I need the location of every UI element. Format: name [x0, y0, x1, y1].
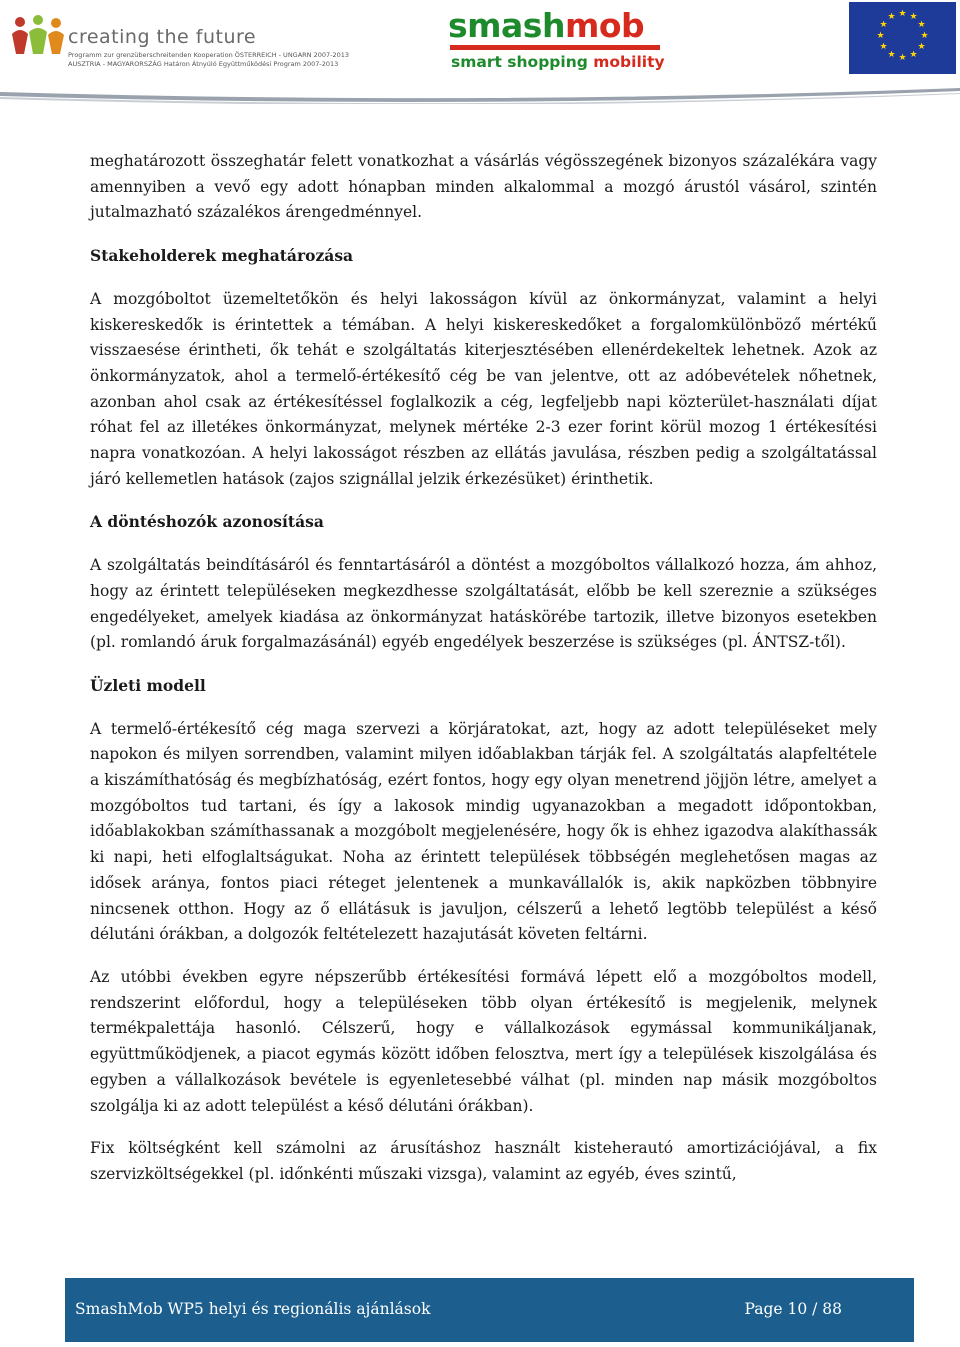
paragraph-market-sharing: Az utóbbi években egyre népszerűbb értékesítési formává lépett elő a mozgóboltos modell, rendszerint előfordul, hogy a településeken több olyan értékesítő is megjelenik, melynek termékpalettája hasonló. Célszerű, hogy e vállalkozások egymással kommunikáljanak, együttműködjenek, a piacot egymás között időben felosztva, mert így a települések kiszolgálása és egyben a vállalkozások bevétele is egyenletesebbé válhat (pl. minden nap másik mozgóboltos szolgálja ki az adott települést a késő délutáni órákban).: [90, 967, 877, 1115]
page-footer: [65, 1278, 914, 1342]
ctf-subtitle-line1: Programm zur grenzüberschreitenden Kooperation ÖSTERREICH - UNGARN 2007-2013: [68, 51, 350, 59]
paragraph-fixed-costs: Fix költségként kell számolni az árusításhoz használt kisteherautó amortizációjával, a fix szervizköltségekkel (pl. időnkénti műszaki vizsga), valamint az egyéb, éves szintű,: [90, 1139, 877, 1183]
page-header: [0, 0, 960, 105]
heading-stakeholders: Stakeholderek meghatározása: [90, 246, 354, 266]
footer-page-number: Page 10 / 88: [744, 1300, 842, 1318]
svg-text:★: ★: [917, 20, 926, 30]
svg-text:★: ★: [879, 20, 888, 30]
ctf-title: creating the future: [68, 26, 257, 48]
smashmob-underline: [450, 45, 660, 50]
heading-business-model: Üzleti modell: [90, 675, 206, 695]
svg-text:★: ★: [920, 31, 929, 41]
svg-text:★: ★: [887, 50, 896, 60]
document-body: [90, 149, 877, 1188]
header-swoosh-icon: [0, 70, 960, 104]
paragraph-discount: meghatározott összeghatár felett vonatkozhat a vásárlás végösszegének bizonyos százalékára vagy amennyiben a vevő egy adott hónapban minden alkalommal a mozgó árustól vásárol, szintén jutalmazható százalékos árengedménnyel.: [90, 152, 877, 222]
svg-text:★: ★: [898, 53, 907, 63]
svg-text:★: ★: [909, 50, 918, 60]
smashmob-logo: [448, 6, 668, 76]
heading-decision-makers: A döntéshozók azonosítása: [90, 512, 324, 532]
svg-text:★: ★: [917, 42, 926, 52]
svg-text:★: ★: [887, 12, 896, 22]
eu-flag-icon: [849, 2, 956, 74]
paragraph-decision-makers: A szolgáltatás beindításáról és fenntartásáról a döntést a mozgóboltos vállalkozó hozza, ám ahhoz, hogy az érintett településeken megkezdhesse szolgáltatását, előbb be kell szereznie a szükséges engedélyeket, amelyek kiadása az önkormányzat hatáskörébe tartozik, illetve bizonyos esetekben (pl. romlandó áruk forgalmazásánál) egyéb engedélyek beszerzése is szükséges (pl. ÁNTSZ-től).: [90, 556, 877, 652]
smashmob-wordmark: [448, 6, 644, 45]
paragraph-stakeholders: A mozgóboltot üzemeltetőkön és helyi lakosságon kívül az önkormányzat, valamint a helyi kiskereskedők is érintettek a témában. A helyi kiskereskedőket a forgalomkülönböző mértékű visszaesése érintheti, ők tehát e szolgáltatás kiterjesztésében ellenérdekeltek lehetnek. Azok az önkormányzatok, ahol a termelő-értékesítő cég be van jelentve, ott az adóbevételek nőhetnek, azonban ahol csak az értékesítéssel foglalkozik a cég, legfeljebb napi közterület-használati díjat róhat fel az illetékes önkormányzat, melynek mértéke 2-3 ezer forint körül mozog 1 értékesítési napra vonatkozóan. A helyi lakosságot részben az ellátás javulása, részben pedig a szolgáltatással járó kellemetlen hatások (zajos szignállal jelzik érkezésüket) érinthetik.: [90, 289, 877, 488]
svg-text:★: ★: [879, 42, 888, 52]
smashmob-tagline: [451, 53, 665, 71]
footer-document-title: SmashMob WP5 helyi és regionális ajánlások: [75, 1300, 431, 1318]
smashmob-tagline-part2: mobility: [593, 53, 665, 71]
svg-text:★: ★: [898, 9, 907, 19]
svg-text:★: ★: [876, 31, 885, 41]
people-logo-icon: [10, 14, 66, 62]
svg-text:★: ★: [909, 12, 918, 22]
smashmob-tagline-part1: smart shopping: [451, 53, 594, 71]
paragraph-business-model: A termelő-értékesítő cég maga szervezi a körjáratokat, azt, hogy az adott településeket mely napokon és milyen sorrendben, valamint milyen időablakban tárják fel. A szolgáltatás alapfeltétele a kiszámíthatóság és megbízhatóság, ezért fontos, hogy egy olyan menetrend jöjjön létre, amelyet a mozgóboltos tud tartani, és így a lakosok mindig ugyanazokban a megadott időpontokban, időablakokban számíthassanak a mozgóbolt megjelenésére, hogy ők is ehhez igazodva alakíthassák ki napi, heti elfoglaltságukat. Noha az érintett települések többségén meglehetősen magas az idősek aránya, fontos piaci réteget jelentenek a munkavállalók is, akik napközben többnyire nincsenek otthon. Hogy az ő ellátásuk is javuljon, célszerű a lehető legtöbb települést a késő délutáni órákban, a dolgozók feltételezett hazajutását követen feltárni.: [90, 719, 877, 944]
smashmob-wordmark-mob: mob: [564, 6, 645, 45]
creating-the-future-logo: [10, 10, 350, 70]
smashmob-wordmark-smash: smash: [448, 6, 565, 45]
ctf-subtitle-line2: AUSZTRIA - MAGYARORSZÁG Határon Átnyúló Együttműködési Program 2007-2013: [68, 60, 339, 68]
